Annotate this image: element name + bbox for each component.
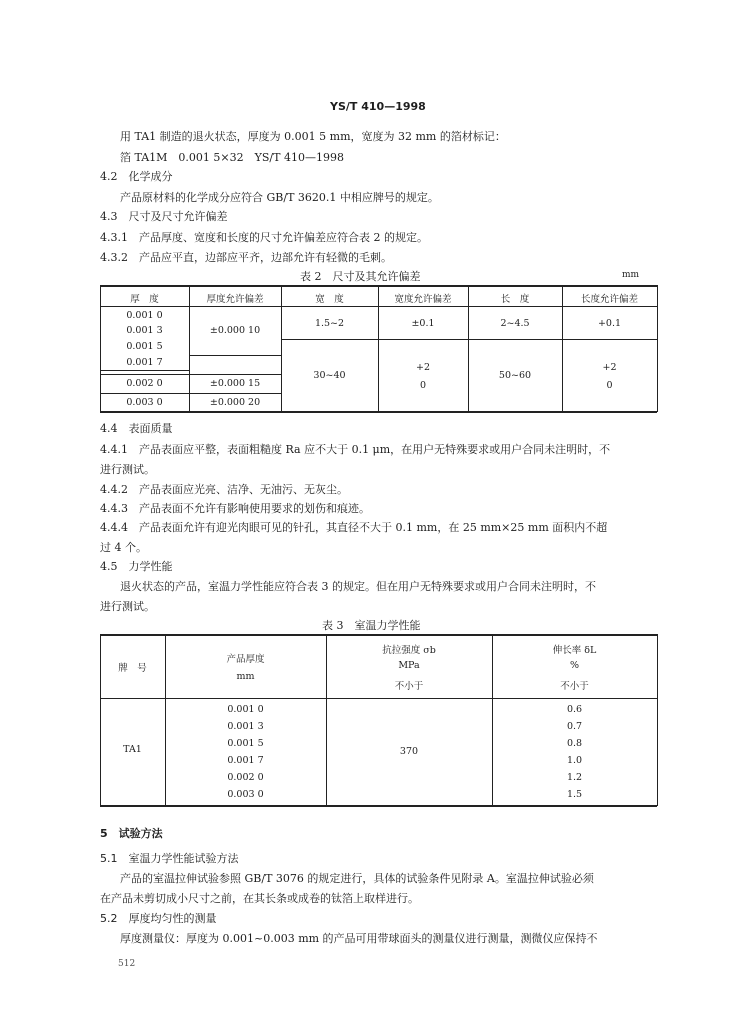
t2-thickness-tol-cell: ±0.000 20 (209, 397, 261, 408)
t3-header-elongation: 伸长率 δL (552, 645, 597, 656)
t3-thickness-cell: 0.001 0 (227, 704, 264, 715)
section-4-3-heading: 4.3 尺寸及尺寸允许偏差 (100, 210, 228, 223)
t2-length-tol-upper: +2 (602, 362, 617, 373)
t2-header-width-tol: 宽度允许偏差 (394, 294, 452, 305)
t3-header-thickness-unit: mm (236, 671, 255, 682)
section-4-5-line2: 进行测试。 (100, 600, 155, 613)
section-4-4-2: 4.4.2 产品表面应光亮、洁净、无油污、无灰尘。 (100, 483, 348, 496)
t2-width-tol-cell: ±0.1 (411, 318, 435, 329)
t2-length-tol-lower: 0 (606, 380, 613, 391)
t2-length-tol-cell: +0.1 (597, 318, 622, 329)
t2-thickness-cell: 0.001 0 (126, 310, 163, 321)
t3-elongation-cell: 0.7 (566, 721, 583, 732)
section-5-2-line1: 厚度测量仪：厚度为 0.001~0.003 mm 的产品可用带球面头的测量仪进行测量，测微仪应保持不 (120, 932, 598, 945)
t2-thickness-cell: 0.003 0 (126, 397, 163, 408)
section-4-5-line1: 退火状态的产品，室温力学性能应符合表 3 的规定。但在用户无特殊要求或用户合同未注明时，不 (120, 580, 596, 593)
section-4-2-heading: 4.2 化学成分 (100, 170, 173, 183)
t2-width-tol-upper: +2 (415, 362, 430, 373)
table2-unit: mm (622, 270, 640, 280)
t2-thickness-tol-cell: ±0.000 10 (209, 325, 261, 336)
section-4-4-1-line2: 进行测试。 (100, 463, 155, 476)
t3-header-elongation-min: 不小于 (560, 681, 589, 692)
section-4-2-text: 产品原材料的化学成分应符合 GB/T 3620.1 中相应牌号的规定。 (120, 191, 439, 204)
section-5-1-heading: 5.1 室温力学性能试验方法 (100, 852, 239, 865)
section-4-4-4-line1: 4.4.4 产品表面允许有迎光肉眼可见的针孔，其直径不大于 0.1 mm，在 25 mm×25 mm 面积内不超 (100, 521, 608, 534)
t2-header-thickness-tol: 厚度允许偏差 (206, 294, 264, 305)
t3-elongation-cell: 1.5 (566, 789, 583, 800)
t3-header-grade: 牌 号 (118, 663, 147, 674)
section-4-3-2: 4.3.2 产品应平直，边部应平齐，边部允许有轻微的毛刺。 (100, 251, 392, 264)
t2-width-cell: 30~40 (313, 370, 346, 381)
t3-elongation-cell: 0.6 (566, 704, 583, 715)
t3-elongation-cell: 0.8 (566, 738, 583, 749)
t2-thickness-cell: 0.001 5 (126, 341, 163, 352)
t3-elongation-cell: 1.0 (566, 755, 583, 766)
marking-example-code: 箔 TA1M 0.001 5×32 YS/T 410—1998 (120, 151, 344, 164)
table2-title: 表 2 尺寸及其允许偏差 (300, 270, 421, 283)
t3-thickness-cell: 0.001 5 (227, 738, 264, 749)
page-number: 512 (118, 959, 136, 969)
t2-thickness-cell: 0.002 0 (126, 378, 163, 389)
t3-elongation-cell: 1.2 (566, 772, 583, 783)
table3-title: 表 3 室温力学性能 (322, 619, 421, 632)
t2-header-width: 宽 度 (315, 294, 344, 305)
t3-header-strength: 抗拉强度 σb (382, 645, 436, 656)
t2-header-thickness: 厚 度 (130, 294, 159, 305)
t3-header-strength-min: 不小于 (394, 681, 424, 692)
section-5-1-line1: 产品的室温拉伸试验参照 GB/T 3076 的规定进行，具体的试验条件见附录 A。室温拉伸试验必须 (120, 872, 594, 885)
t3-thickness-cell: 0.003 0 (227, 789, 264, 800)
t3-thickness-cell: 0.001 3 (227, 721, 264, 732)
section-4-5-heading: 4.5 力学性能 (100, 560, 173, 573)
section-4-4-4-line2: 过 4 个。 (100, 541, 147, 554)
t3-grade-cell: TA1 (123, 744, 142, 755)
marking-example-text: 用 TA1 制造的退火状态，厚度为 0.001 5 mm，宽度为 32 mm 的箔材标记： (120, 130, 506, 143)
t2-header-length-tol: 长度允许偏差 (580, 294, 638, 305)
section-4-4-3: 4.4.3 产品表面不允许有影响使用要求的划伤和痕迹。 (100, 502, 370, 515)
t2-length-cell: 2~4.5 (500, 318, 530, 329)
t3-header-thickness: 产品厚度 (226, 654, 265, 665)
t2-width-cell: 1.5~2 (314, 318, 345, 329)
section-5-1-line2: 在产品未剪切成小尺寸之前，在其长条或成卷的钛箔上取样进行。 (100, 892, 419, 905)
t2-thickness-cell: 0.001 7 (126, 357, 163, 368)
t3-header-elongation-unit: % (569, 660, 580, 671)
section-4-3-1: 4.3.1 产品厚度、宽度和长度的尺寸允许偏差应符合表 2 的规定。 (100, 231, 428, 244)
section-5-2-heading: 5.2 厚度均匀性的测量 (100, 912, 217, 925)
section-4-4-heading: 4.4 表面质量 (100, 422, 173, 435)
standard-number: YS/T 410—1998 (330, 100, 426, 113)
t3-strength-cell: 370 (399, 746, 419, 757)
t2-header-length: 长 度 (500, 294, 530, 305)
t2-length-cell: 50~60 (498, 370, 532, 381)
t2-width-tol-lower: 0 (419, 380, 427, 391)
section-4-4-1-line1: 4.4.1 产品表面应平整，表面粗糙度 Ra 应不大于 0.1 μm，在用户无特殊要求或用户合同未注明时，不 (100, 443, 611, 456)
t2-thickness-tol-cell: ±0.000 15 (209, 378, 261, 389)
t3-header-strength-unit: MPa (398, 660, 420, 671)
t3-thickness-cell: 0.001 7 (227, 755, 264, 766)
t3-thickness-cell: 0.002 0 (227, 772, 264, 783)
t2-thickness-cell: 0.001 3 (126, 325, 163, 336)
section-5-heading: 5 试验方法 (100, 827, 163, 840)
